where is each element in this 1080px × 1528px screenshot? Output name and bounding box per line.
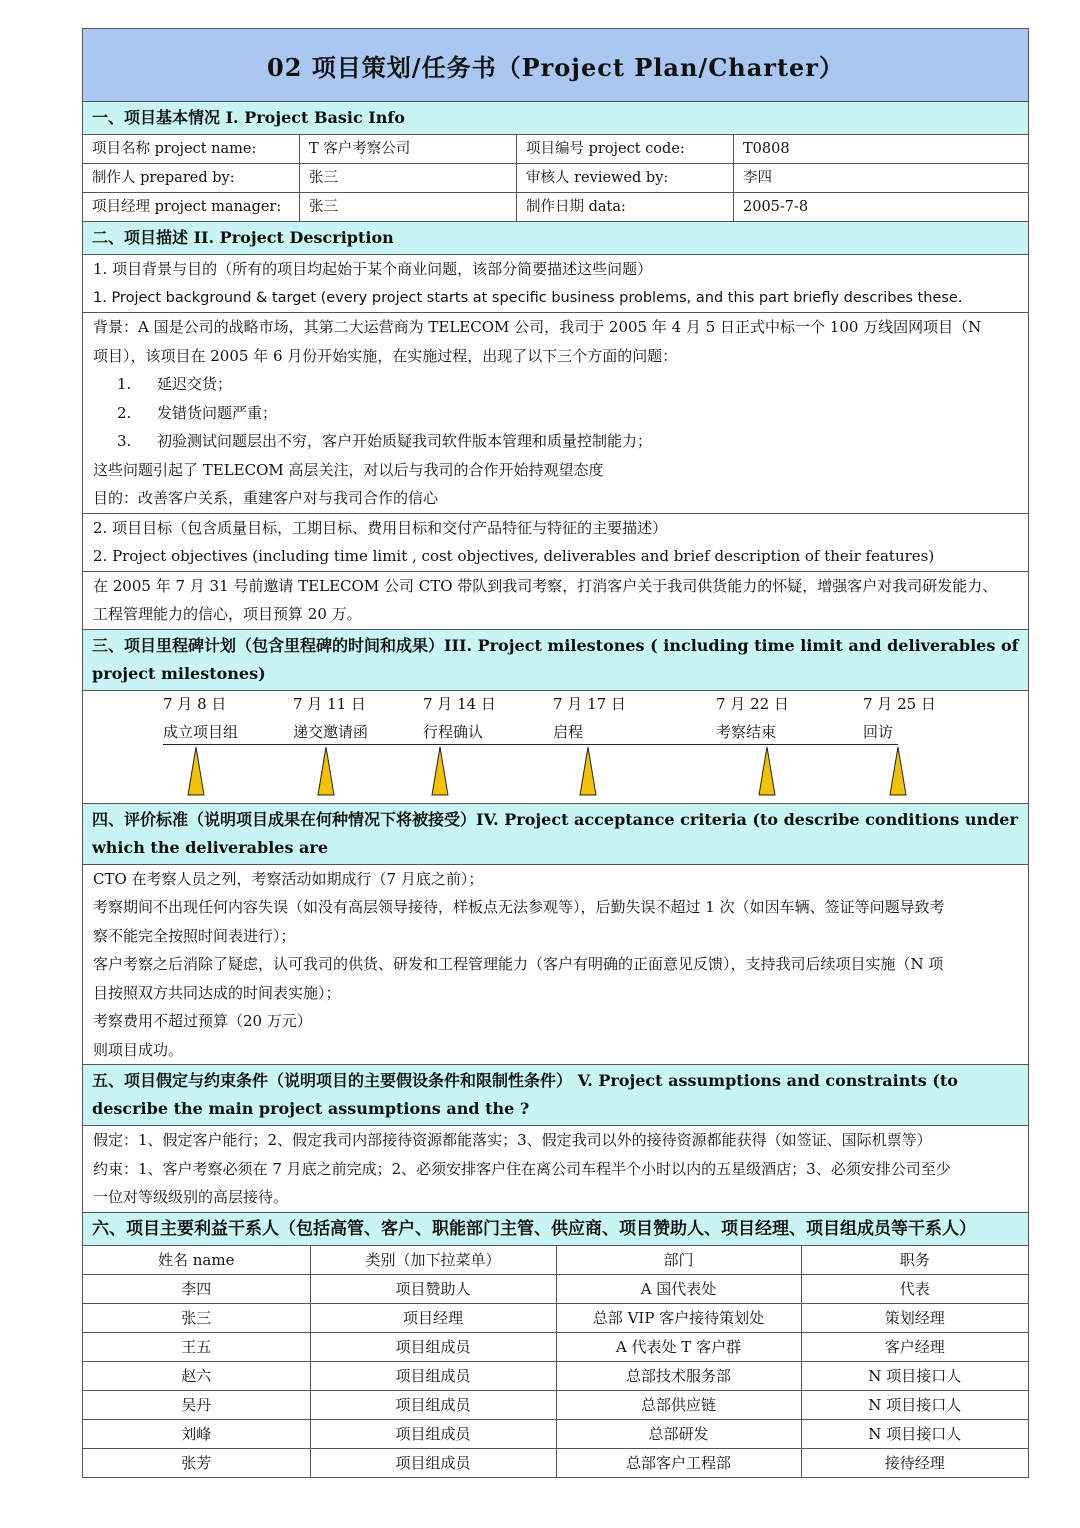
objectives-question-en: 2. Project objectives (including time limit , cost objectives, deliverables and brief description of their features) — [93, 547, 935, 565]
field-value: T0808 — [733, 135, 1028, 163]
table-cell: 代表 — [801, 1274, 1028, 1303]
objectives-answer — [83, 572, 1028, 630]
table-cell: N 项目接口人 — [801, 1390, 1028, 1419]
field-label: 项目编号 project code: — [516, 135, 733, 163]
table-row — [83, 1332, 1028, 1361]
milestone-name: 递交邀请函 — [293, 722, 369, 741]
field-label: 制作人 prepared by: — [92, 170, 235, 186]
table-row — [83, 1361, 1028, 1390]
section-assumptions-heading: 五、项目假定与约束条件（说明项目的主要假设条件和限制性条件） V. Project assumptions and constraints (to describe the main project assumptions and the ? — [83, 1065, 1028, 1126]
table-cell: 李四 — [83, 1274, 310, 1303]
table-cell: 项目经理 — [310, 1303, 556, 1332]
field-value: T 客户考察公司 — [299, 135, 516, 163]
table-header-row — [83, 1246, 1028, 1275]
column-header: 姓名 name — [83, 1246, 310, 1275]
table-cell: 项目赞助人 — [310, 1274, 556, 1303]
assumptions-constraints — [83, 1126, 1028, 1213]
table-cell: 项目组成员 — [310, 1419, 556, 1448]
stakeholder-table — [83, 1246, 1028, 1477]
basic-info-row — [83, 164, 1028, 193]
table-cell: 赵六 — [83, 1361, 310, 1390]
milestone-marker-icon — [431, 746, 449, 796]
assumption-line: 一位对等级级别的高层接待。 — [93, 1188, 289, 1206]
acceptance-line: 客户考察之后消除了疑虑，认可我司的供货、研发和工程管理能力（客户有明确的正面意见反馈），支持我司后续项目实施（N 项 — [93, 955, 944, 973]
milestone-marker-icon — [889, 746, 907, 796]
assumption-line: 假定：1、假定客户能行；2、假定我司内部接待资源都能落实；3、假定我司以外的接待资源都能获得（如签证、国际机票等） — [93, 1131, 932, 1149]
milestone-date: 7 月 11 日 — [293, 694, 366, 713]
milestone-date: 7 月 25 日 — [863, 694, 936, 713]
page-title: 02 项目策划/任务书（Project Plan/Charter） — [83, 29, 1028, 102]
milestone-name: 成立项目组 — [163, 722, 239, 741]
milestone-date: 7 月 14 日 — [423, 694, 496, 713]
table-cell: 项目组成员 — [310, 1332, 556, 1361]
table-cell: 客户经理 — [801, 1332, 1028, 1361]
background-question-en: 1. Project background & target (every project starts at specific business problems, and this part briefly describes these. — [93, 289, 963, 306]
field-value: 张三 — [299, 193, 516, 221]
background-question-cn: 1. 项目背景与目的（所有的项目均起始于某个商业问题，该部分简要描述这些问题） — [93, 260, 653, 278]
table-cell: 接待经理 — [801, 1448, 1028, 1477]
acceptance-criteria — [83, 865, 1028, 1066]
section-basic-info-heading: 一、项目基本情况 I. Project Basic Info — [83, 102, 1028, 135]
section-stakeholders-heading: 六、项目主要利益干系人（包括高管、客户、职能部门主管、供应商、项目赞助人、项目经理、项目组成员等干系人） — [83, 1213, 1028, 1246]
table-cell: 项目组成员 — [310, 1448, 556, 1477]
table-row — [83, 1419, 1028, 1448]
table-cell: 项目组成员 — [310, 1390, 556, 1419]
issue-number: 1. — [117, 375, 132, 393]
acceptance-line: 考察费用不超过预算（20 万元） — [93, 1012, 312, 1030]
field-label: 审核人 reviewed by: — [516, 164, 733, 192]
table-cell: 总部研发 — [556, 1419, 801, 1448]
milestone-marker-icon — [317, 746, 335, 796]
milestone-marker-icon — [758, 746, 776, 796]
table-cell: 张三 — [83, 1303, 310, 1332]
issue-item — [93, 427, 1018, 456]
objectives-question-cn: 2. 项目目标（包含质量目标，工期目标、费用目标和交付产品特征与特征的主要描述） — [93, 518, 668, 537]
milestone-name: 考察结束 — [716, 722, 777, 741]
issue-text: 延迟交货； — [157, 375, 233, 393]
table-cell: 项目组成员 — [310, 1361, 556, 1390]
background-text-2: 项目），该项目在 2005 年 6 月份开始实施，在实施过程，出现了以下三个方面的问题： — [93, 346, 678, 365]
milestone-date: 7 月 17 日 — [553, 694, 626, 713]
basic-info-row — [83, 193, 1028, 222]
objectives-text-1: 在 2005 年 7 月 31 号前邀请 TELECOM 公司 CTO 带队到我司考察，打消客户关于我司供货能力的怀疑，增强客户对我司研发能力、 — [93, 576, 998, 595]
table-cell: 张芳 — [181, 1454, 212, 1472]
issue-list — [93, 370, 1018, 456]
project-charter-form — [82, 28, 1029, 1478]
milestone-marker-icon — [579, 746, 597, 796]
table-cell: A 国代表处 — [556, 1274, 801, 1303]
background-answer — [83, 313, 1028, 514]
acceptance-line: 则项目成功。 — [93, 1040, 184, 1059]
table-cell: 总部供应链 — [556, 1390, 801, 1419]
basic-info-row — [83, 135, 1028, 164]
objectives-question — [83, 514, 1028, 572]
milestone-name: 行程确认 — [423, 722, 484, 741]
table-cell: 吴丹 — [83, 1390, 310, 1419]
milestone-timeline — [83, 691, 1028, 804]
objectives-text-2: 工程管理能力的信心，项目预算 20 万。 — [93, 605, 362, 623]
table-cell: A 代表处 T 客户群 — [556, 1332, 801, 1361]
table-cell: 王五 — [83, 1332, 310, 1361]
acceptance-line: 目按照双方共同达成的时间表实施）； — [93, 983, 341, 1002]
goal-text: 目的：改善客户关系，重建客户对与我司合作的信心 — [93, 489, 439, 507]
column-header: 类别（加下拉菜单） — [310, 1246, 556, 1275]
column-header: 职务 — [801, 1246, 1028, 1275]
basic-info-table — [83, 135, 1028, 222]
milestone-date: 7 月 8 日 — [163, 694, 227, 713]
table-row — [83, 1448, 1028, 1477]
milestone-name: 启程 — [553, 722, 584, 741]
issue-text: 初验测试问题层出不穷，客户开始质疑我司软件版本管理和质量控制能力； — [157, 432, 653, 450]
section-description-heading: 二、项目描述 II. Project Description — [83, 222, 1028, 255]
table-cell: 策划经理 — [801, 1303, 1028, 1332]
issue-number: 3. — [117, 432, 132, 450]
acceptance-line: 考察期间不出现任何内容失误（如没有高层领导接待，样板点无法参观等），后勤失误不超过 1 次（如因车辆、签证等问题导致考 — [93, 898, 945, 916]
background-text-1: 背景：A 国是公司的战略市场，其第二大运营商为 TELECOM 公司，我司于 2005 年 4 月 5 日正式中标一个 100 万线固网项目（N — [93, 318, 982, 336]
table-cell: 总部客户工程部 — [556, 1448, 801, 1477]
milestone-name: 回访 — [863, 722, 894, 741]
section-acceptance-heading: 四、评价标准（说明项目成果在何种情况下将被接受）IV. Project acceptance criteria (to describe conditions under which the deliverables are — [83, 804, 1028, 865]
field-value: 李四 — [733, 164, 1028, 192]
issue-text: 发错货问题严重； — [157, 403, 278, 422]
field-label: 项目名称 project name: — [92, 141, 257, 157]
timeline-axis — [163, 744, 898, 745]
issue-number: 2. — [117, 403, 132, 422]
field-label: 项目经理 project manager: — [92, 199, 282, 215]
issue-item — [93, 399, 1018, 428]
milestone-date: 7 月 22 日 — [716, 694, 789, 713]
table-cell: N 项目接口人 — [801, 1361, 1028, 1390]
field-value: 2005-7-8 — [733, 193, 1028, 221]
table-row — [83, 1390, 1028, 1419]
issue-item — [93, 370, 1018, 399]
column-header: 部门 — [556, 1246, 801, 1275]
section-milestones-heading: 三、项目里程碑计划（包含里程碑的时间和成果）III. Project milestones ( including time limit and deliverables of project milestones) — [83, 630, 1028, 691]
table-cell: 总部 VIP 客户接待策划处 — [556, 1303, 801, 1332]
table-row — [83, 1274, 1028, 1303]
acceptance-line: CTO 在考察人员之列，考察活动如期成行（7 月底之前）； — [93, 869, 484, 888]
field-value: 张三 — [299, 164, 516, 192]
concern-text: 这些问题引起了 TELECOM 高层关注，对以后与我司的合作开始持观望态度 — [93, 460, 604, 479]
table-cell: 刘峰 — [83, 1419, 310, 1448]
milestone-marker-icon — [187, 746, 205, 796]
table-cell: N 项目接口人 — [801, 1419, 1028, 1448]
assumption-line: 约束：1、客户考察必须在 7 月底之前完成；2、必须安排客户住在离公司车程半个小时以内的五星级酒店；3、必须安排公司至少 — [93, 1159, 951, 1178]
background-question — [83, 255, 1028, 313]
field-label: 制作日期 data: — [516, 193, 733, 221]
table-row — [83, 1303, 1028, 1332]
table-cell: 总部技术服务部 — [556, 1361, 801, 1390]
acceptance-line: 察不能完全按照时间表进行）； — [93, 926, 296, 945]
